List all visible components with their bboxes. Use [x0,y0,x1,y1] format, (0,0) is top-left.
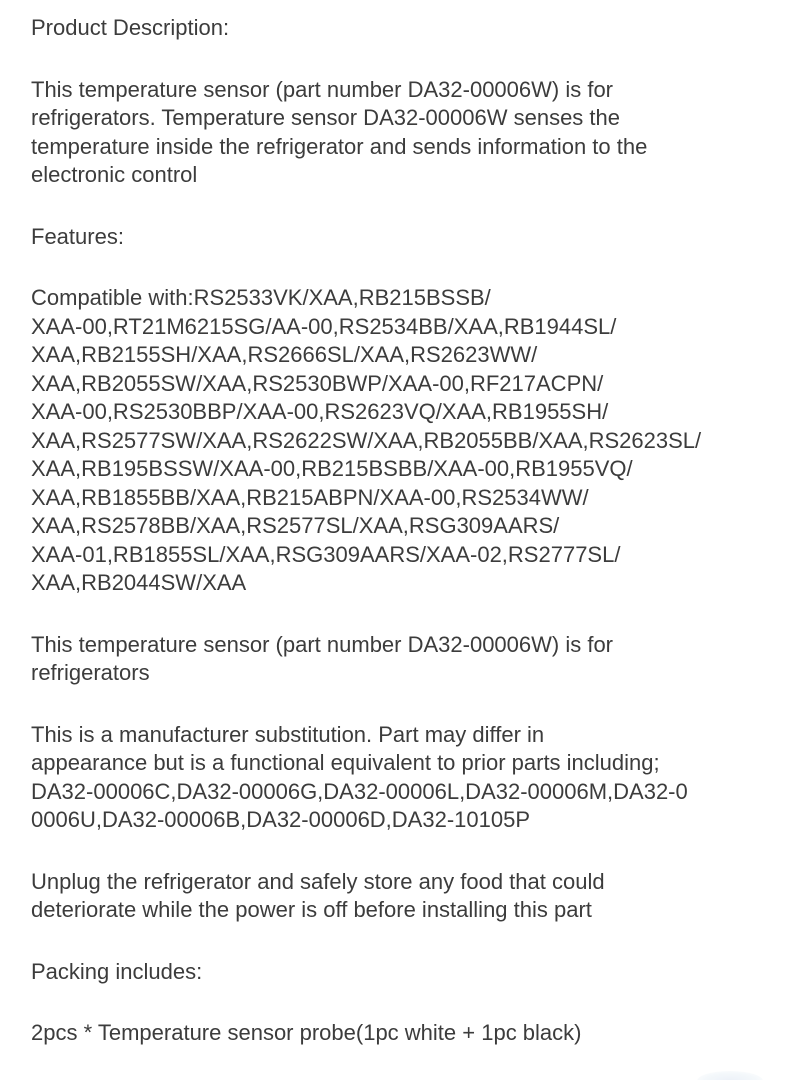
paragraph-intro [31,76,760,190]
text-line: XAA,RB195BSSW/XAA-00,RB215BSBB/XAA-00,RB1955VQ/ [31,456,633,481]
paragraph-safety-note [31,868,760,925]
text-line: electronic control [31,162,198,187]
paragraph-substitution-note [31,721,760,835]
text-line: refrigerators. Temperature sensor DA32-00006W senses the [31,105,620,130]
text-line: XAA,RB2055SW/XAA,RS2530BWP/XAA-00,RF217ACPN/ [31,370,604,396]
paragraph-product-description-heading [31,14,760,43]
text-line: appearance but is a functional equivalent to prior parts including; [31,750,660,775]
paragraph-packing-heading [31,958,760,987]
text-line: XAA,RB2044SW/XAA [31,570,247,595]
text-line: deteriorate while the power is off before installing this part [31,897,592,922]
paragraph-part-note [31,631,760,688]
text-line: XAA,RS2578BB/XAA,RS2577SL/XAA,RSG309AARS/ [31,513,560,538]
text-line: Compatible with:RS2533VK/XAA,RB215BSSB/ [31,285,491,310]
text-line: XAA-00,RS2530BBP/XAA-00,RS2623VQ/XAA,RB1955SH/ [31,399,609,424]
text-line: XAA,RB1855BB/XAA,RB215ABPN/XAA-00,RS2534WW/ [31,484,589,510]
text-line: XAA-00,RT21M6215SG/AA-00,RS2534BB/XAA,RB1944SL/ [31,313,617,339]
paragraph-compatibility-list [31,284,760,598]
text-line: Unplug the refrigerator and safely store any food that could [31,868,605,894]
text-line: Product Description: [31,15,230,40]
text-line: This temperature sensor (part number DA32-00006W) is for [31,76,614,102]
paragraph-packing-contents [31,1019,760,1048]
text-line: XAA-01,RB1855SL/XAA,RSG309AARS/XAA-02,RS2777SL/ [31,541,621,567]
text-line: DA32-00006C,DA32-00006G,DA32-00006L,DA32-00006M,DA32-0 [31,778,688,804]
text-line: 0006U,DA32-00006B,DA32-00006D,DA32-10105P [31,807,531,832]
paragraph-features-heading [31,223,760,252]
text-line: temperature inside the refrigerator and sends information to the [31,133,648,159]
text-line: XAA,RB2155SH/XAA,RS2666SL/XAA,RS2623WW/ [31,342,538,367]
text-line: This is a manufacturer substitution. Part may differ in [31,721,545,747]
text-line: Packing includes: [31,958,203,984]
text-line: Features: [31,223,124,249]
text-line: refrigerators [31,660,150,685]
text-line: 2pcs * Temperature sensor probe(1pc white + 1pc black) [31,1020,582,1045]
text-line: XAA,RS2577SW/XAA,RS2622SW/XAA,RB2055BB/XAA,RS2623SL/ [31,427,702,453]
text-line: This temperature sensor (part number DA32-00006W) is for [31,631,614,657]
